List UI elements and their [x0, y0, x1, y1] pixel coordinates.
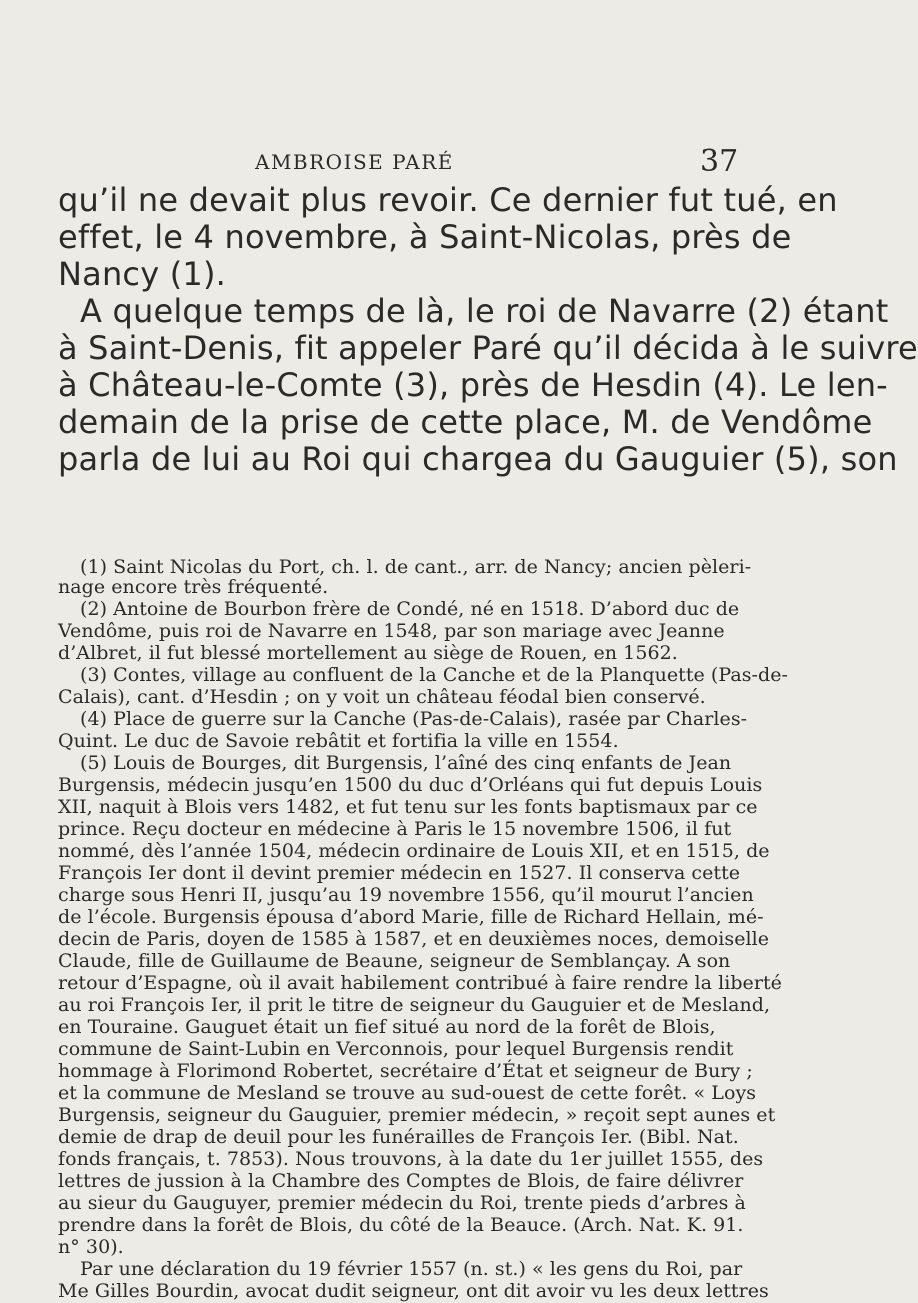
footnote-line: prince. Reçu docteur en médecine à Paris le 15 novembre 1506, il fut — [58, 818, 732, 840]
footnote-line: Quint. Le duc de Savoie rebâtit et fortifia la ville en 1554. — [58, 730, 619, 752]
footnote-line: decin de Paris, doyen de 1585 à 1587, et en deuxièmes noces, demoiselle — [58, 928, 770, 950]
footnote-line: (1) Saint Nicolas du Port, ch. l. de cant., arr. de Nancy; ancien pèleri- — [80, 556, 752, 578]
footnote-line: Par une déclaration du 19 février 1557 (n. st.) « les gens du Roi, par — [80, 1258, 743, 1280]
footnote-line: (3) Contes, village au confluent de la Canche et de la Planquette (Pas-de- — [80, 664, 788, 686]
footnote-line: et la commune de Mesland se trouve au sud-ouest de cette forêt. « Loys — [58, 1082, 757, 1104]
body-line: Nancy (1). — [58, 255, 227, 293]
footnote-line: (4) Place de guerre sur la Canche (Pas-de-Calais), rasée par Charles- — [80, 708, 748, 730]
footnote-line: XII, naquit à Blois vers 1482, et fut tenu sur les fonts baptismaux par ce — [58, 796, 758, 818]
footnote-line: François Ier dont il devint premier médecin en 1527. Il conserva cette — [58, 862, 741, 884]
footnote-line: (5) Louis de Bourges, dit Burgensis, l’aîné des cinq enfants de Jean — [80, 752, 732, 774]
footnote-line: Vendôme, puis roi de Navarre en 1548, par son mariage avec Jeanne — [58, 620, 725, 642]
body-line: qu’il ne devait plus revoir. Ce dernier fut tué, en — [58, 181, 838, 219]
footnote-line: retour d’Espagne, où il avait habilement contribué à faire rendre la liberté — [58, 972, 782, 994]
footnote-line: charge sous Henri II, jusqu’au 19 novembre 1556, qu’il mourut l’ancien — [58, 884, 754, 906]
footnote-line: prendre dans la forêt de Blois, du côté de la Beauce. (Arch. Nat. K. 91. — [58, 1214, 744, 1236]
body-line: parla de lui au Roi qui chargea du Gauguier (5), son — [58, 440, 898, 478]
footnote-line: demie de drap de deuil pour les funérailles de François Ier. (Bibl. Nat. — [58, 1126, 739, 1148]
footnote-line: Burgensis, médecin jusqu’en 1500 du duc d’Orléans qui fut depuis Louis — [58, 774, 763, 796]
footnote-line: (2) Antoine de Bourbon frère de Condé, né en 1518. D’abord duc de — [80, 598, 740, 620]
footnote-line: commune de Saint-Lubin en Verconnois, pour lequel Burgensis rendit — [58, 1038, 734, 1060]
body-line: à Saint-Denis, fit appeler Paré qu’il décida à le suivre — [58, 329, 918, 367]
footnote-line: hommage à Florimond Robertet, secrétaire d’État et seigneur de Bury ; — [58, 1060, 753, 1082]
footnote-line: nage encore très fréquenté. — [58, 576, 329, 598]
body-line: demain de la prise de cette place, M. de Vendôme — [58, 403, 873, 441]
footnote-line: lettres de jussion à la Chambre des Comptes de Blois, de faire délivrer — [58, 1170, 744, 1192]
footnote-line: nommé, dès l’année 1504, médecin ordinaire de Louis XII, et en 1515, de — [58, 840, 770, 862]
footnote-line: au roi François Ier, il prit le titre de seigneur du Gauguier et de Mesland, — [58, 994, 771, 1016]
footnote-line: de l’école. Burgensis épousa d’abord Marie, fille de Richard Hellain, mé- — [58, 906, 764, 928]
footnote-line: n° 30). — [58, 1236, 124, 1258]
running-head — [0, 144, 800, 179]
footnote-line: Claude, fille de Guillaume de Beaune, seigneur de Semblançay. A son — [58, 950, 731, 972]
footnote-line: Burgensis, seigneur du Gauguier, premier médecin, » reçoit sept aunes et — [58, 1104, 776, 1126]
running-title: AMBROISE PARÉ — [255, 150, 454, 174]
body-line: effet, le 4 novembre, à Saint-Nicolas, près de — [58, 218, 792, 256]
footnote-line: Me Gilles Bourdin, avocat dudit seigneur, ont dit avoir vu les deux lettres — [58, 1280, 769, 1302]
footnote-line: Calais), cant. d’Hesdin ; on y voit un château féodal bien conservé. — [58, 686, 706, 708]
body-line: à Château-le-Comte (3), près de Hesdin (4). Le len- — [58, 366, 888, 404]
footnote-line: au sieur du Gauguyer, premier médecin du Roi, trente pieds d’arbres à — [58, 1192, 746, 1214]
footnote-line: d’Albret, il fut blessé mortellement au siège de Rouen, en 1562. — [58, 642, 678, 664]
page-number: 37 — [700, 144, 739, 179]
body-line: A quelque temps de là, le roi de Navarre (2) étant — [80, 292, 889, 330]
footnote-line: fonds français, t. 7853). Nous trouvons, à la date du 1er juillet 1555, des — [58, 1148, 764, 1170]
footnote-line: en Touraine. Gauguet était un fief situé au nord de la forêt de Blois, — [58, 1016, 716, 1038]
